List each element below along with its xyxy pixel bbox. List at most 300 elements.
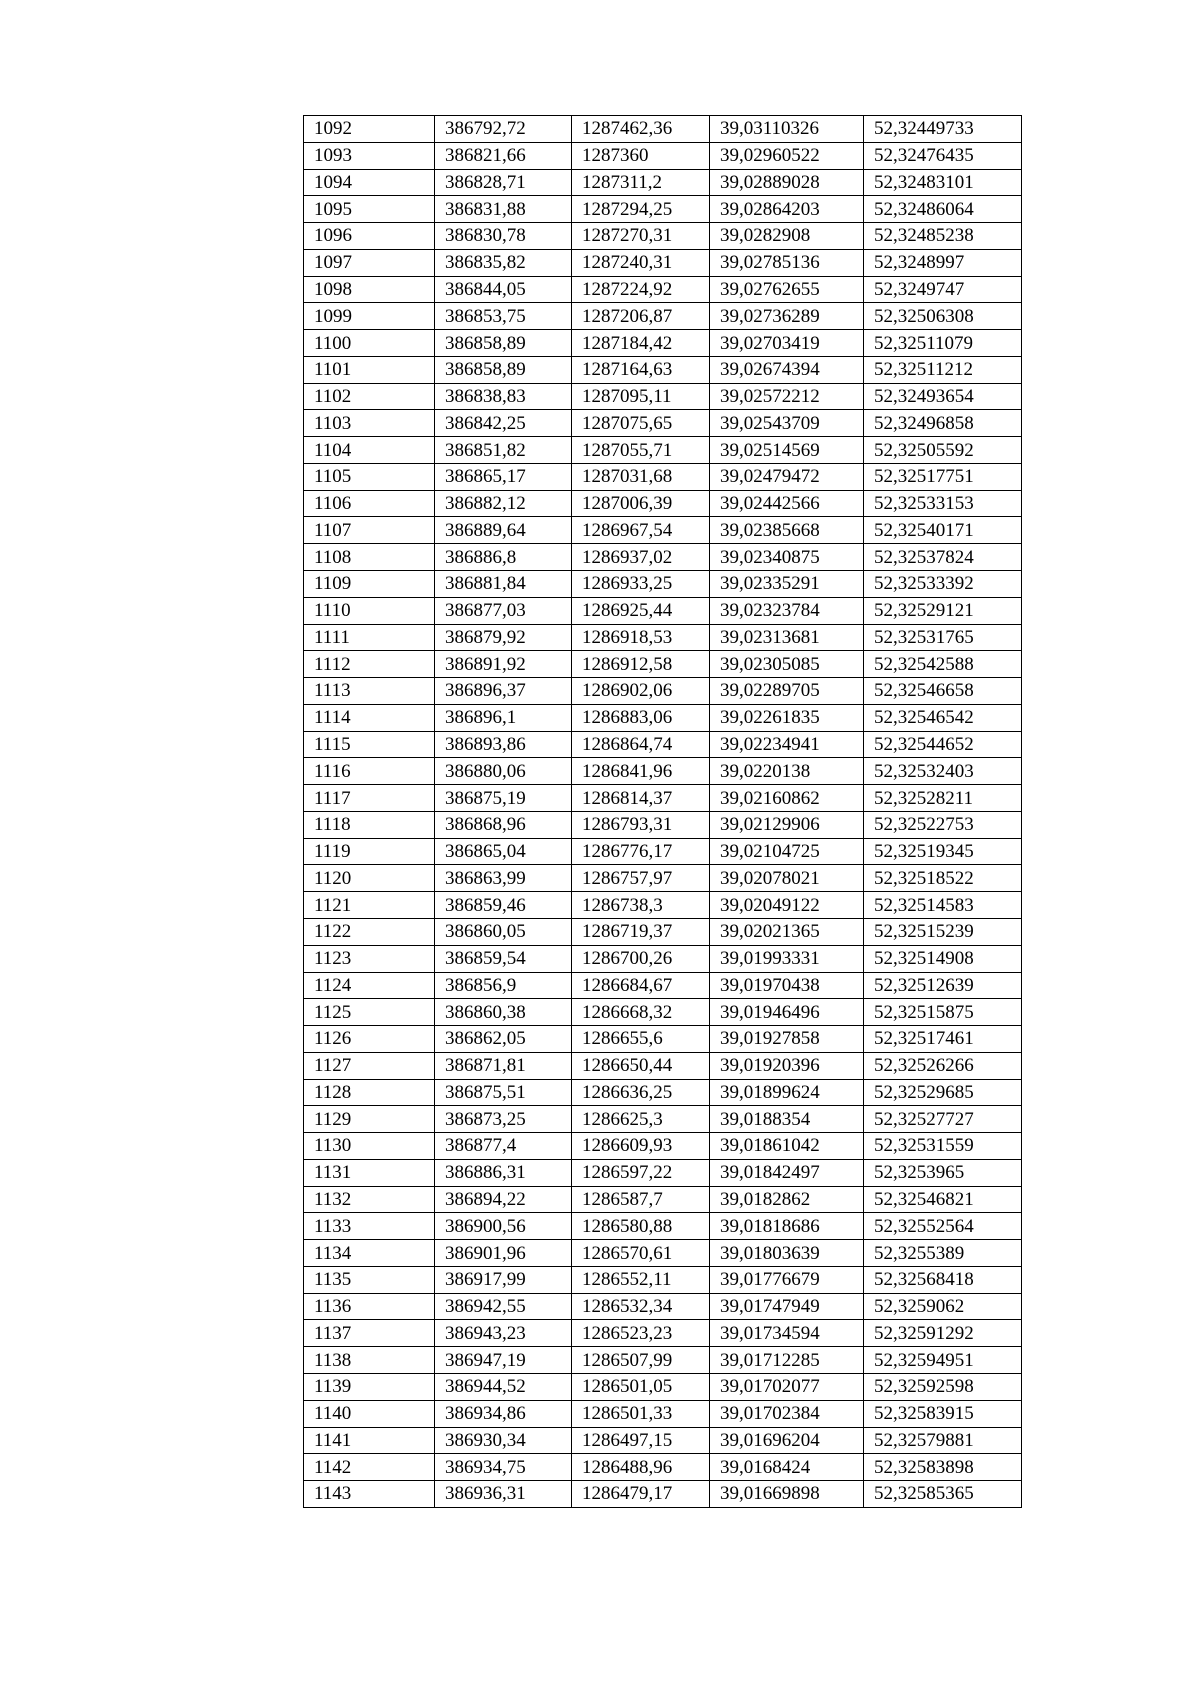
longitude-cell: 39,0188354 bbox=[710, 1106, 864, 1133]
longitude-cell: 39,01920396 bbox=[710, 1052, 864, 1079]
y-coordinate-cell: 1286597,22 bbox=[572, 1159, 710, 1186]
y-coordinate-cell: 1286625,3 bbox=[572, 1106, 710, 1133]
latitude-cell: 52,32546821 bbox=[864, 1186, 1022, 1213]
x-coordinate-cell: 386893,86 bbox=[435, 731, 572, 758]
x-coordinate-cell: 386865,04 bbox=[435, 838, 572, 865]
point-number-cell: 1134 bbox=[304, 1240, 435, 1267]
y-coordinate-cell: 1286902,06 bbox=[572, 678, 710, 705]
table-row bbox=[304, 410, 1022, 437]
latitude-cell: 52,32546542 bbox=[864, 704, 1022, 731]
point-number-cell: 1125 bbox=[304, 999, 435, 1026]
point-number-cell: 1104 bbox=[304, 437, 435, 464]
point-number-cell: 1110 bbox=[304, 597, 435, 624]
latitude-cell: 52,32506308 bbox=[864, 303, 1022, 330]
longitude-cell: 39,02442566 bbox=[710, 490, 864, 517]
y-coordinate-cell: 1286925,44 bbox=[572, 597, 710, 624]
x-coordinate-cell: 386859,54 bbox=[435, 945, 572, 972]
longitude-cell: 39,02313681 bbox=[710, 624, 864, 651]
y-coordinate-cell: 1287164,63 bbox=[572, 356, 710, 383]
point-number-cell: 1116 bbox=[304, 758, 435, 785]
latitude-cell: 52,32515875 bbox=[864, 999, 1022, 1026]
latitude-cell: 52,32568418 bbox=[864, 1266, 1022, 1293]
y-coordinate-cell: 1286488,96 bbox=[572, 1454, 710, 1481]
y-coordinate-cell: 1287184,42 bbox=[572, 330, 710, 357]
latitude-cell: 52,32512639 bbox=[864, 972, 1022, 999]
table-row bbox=[304, 865, 1022, 892]
latitude-cell: 52,32476435 bbox=[864, 142, 1022, 169]
longitude-cell: 39,02960522 bbox=[710, 142, 864, 169]
y-coordinate-cell: 1286738,3 bbox=[572, 892, 710, 919]
y-coordinate-cell: 1286814,37 bbox=[572, 785, 710, 812]
latitude-cell: 52,3255389 bbox=[864, 1240, 1022, 1267]
x-coordinate-cell: 386886,8 bbox=[435, 544, 572, 571]
latitude-cell: 52,32486064 bbox=[864, 196, 1022, 223]
point-number-cell: 1102 bbox=[304, 383, 435, 410]
latitude-cell: 52,3253965 bbox=[864, 1159, 1022, 1186]
y-coordinate-cell: 1286883,06 bbox=[572, 704, 710, 731]
x-coordinate-cell: 386875,51 bbox=[435, 1079, 572, 1106]
x-coordinate-cell: 386900,56 bbox=[435, 1213, 572, 1240]
longitude-cell: 39,0168424 bbox=[710, 1454, 864, 1481]
x-coordinate-cell: 386896,1 bbox=[435, 704, 572, 731]
table-row bbox=[304, 356, 1022, 383]
point-number-cell: 1108 bbox=[304, 544, 435, 571]
y-coordinate-cell: 1286719,37 bbox=[572, 918, 710, 945]
y-coordinate-cell: 1287294,25 bbox=[572, 196, 710, 223]
longitude-cell: 39,01818686 bbox=[710, 1213, 864, 1240]
point-number-cell: 1097 bbox=[304, 249, 435, 276]
latitude-cell: 52,32546658 bbox=[864, 678, 1022, 705]
table-row bbox=[304, 1133, 1022, 1160]
longitude-cell: 39,02261835 bbox=[710, 704, 864, 731]
table-row bbox=[304, 1106, 1022, 1133]
point-number-cell: 1133 bbox=[304, 1213, 435, 1240]
latitude-cell: 52,32540171 bbox=[864, 517, 1022, 544]
latitude-cell: 52,3259062 bbox=[864, 1293, 1022, 1320]
y-coordinate-cell: 1287360 bbox=[572, 142, 710, 169]
latitude-cell: 52,32493654 bbox=[864, 383, 1022, 410]
x-coordinate-cell: 386947,19 bbox=[435, 1347, 572, 1374]
x-coordinate-cell: 386877,03 bbox=[435, 597, 572, 624]
longitude-cell: 39,02864203 bbox=[710, 196, 864, 223]
longitude-cell: 39,02160862 bbox=[710, 785, 864, 812]
y-coordinate-cell: 1286479,17 bbox=[572, 1481, 710, 1508]
table-row bbox=[304, 490, 1022, 517]
x-coordinate-cell: 386860,05 bbox=[435, 918, 572, 945]
y-coordinate-cell: 1286912,58 bbox=[572, 651, 710, 678]
longitude-cell: 39,02514569 bbox=[710, 437, 864, 464]
table-row bbox=[304, 249, 1022, 276]
longitude-cell: 39,01702384 bbox=[710, 1400, 864, 1427]
x-coordinate-cell: 386930,34 bbox=[435, 1427, 572, 1454]
point-number-cell: 1115 bbox=[304, 731, 435, 758]
longitude-cell: 39,02543709 bbox=[710, 410, 864, 437]
longitude-cell: 39,01927858 bbox=[710, 1026, 864, 1053]
y-coordinate-cell: 1286497,15 bbox=[572, 1427, 710, 1454]
point-number-cell: 1141 bbox=[304, 1427, 435, 1454]
latitude-cell: 52,32592598 bbox=[864, 1373, 1022, 1400]
latitude-cell: 52,32517751 bbox=[864, 463, 1022, 490]
x-coordinate-cell: 386901,96 bbox=[435, 1240, 572, 1267]
y-coordinate-cell: 1287095,11 bbox=[572, 383, 710, 410]
table-row bbox=[304, 517, 1022, 544]
y-coordinate-cell: 1286532,34 bbox=[572, 1293, 710, 1320]
point-number-cell: 1137 bbox=[304, 1320, 435, 1347]
longitude-cell: 39,01899624 bbox=[710, 1079, 864, 1106]
longitude-cell: 39,01669898 bbox=[710, 1481, 864, 1508]
table-row bbox=[304, 1266, 1022, 1293]
y-coordinate-cell: 1287462,36 bbox=[572, 116, 710, 143]
point-number-cell: 1106 bbox=[304, 490, 435, 517]
table-row bbox=[304, 196, 1022, 223]
y-coordinate-cell: 1286864,74 bbox=[572, 731, 710, 758]
table-row bbox=[304, 1240, 1022, 1267]
x-coordinate-cell: 386851,82 bbox=[435, 437, 572, 464]
table-row bbox=[304, 624, 1022, 651]
y-coordinate-cell: 1287224,92 bbox=[572, 276, 710, 303]
x-coordinate-cell: 386896,37 bbox=[435, 678, 572, 705]
y-coordinate-cell: 1286587,7 bbox=[572, 1186, 710, 1213]
latitude-cell: 52,32518522 bbox=[864, 865, 1022, 892]
point-number-cell: 1140 bbox=[304, 1400, 435, 1427]
y-coordinate-cell: 1286757,97 bbox=[572, 865, 710, 892]
table-row bbox=[304, 463, 1022, 490]
point-number-cell: 1109 bbox=[304, 571, 435, 598]
y-coordinate-cell: 1286967,54 bbox=[572, 517, 710, 544]
longitude-cell: 39,02385668 bbox=[710, 517, 864, 544]
latitude-cell: 52,3248997 bbox=[864, 249, 1022, 276]
x-coordinate-cell: 386835,82 bbox=[435, 249, 572, 276]
latitude-cell: 52,32529121 bbox=[864, 597, 1022, 624]
latitude-cell: 52,32526266 bbox=[864, 1052, 1022, 1079]
point-number-cell: 1131 bbox=[304, 1159, 435, 1186]
table-row bbox=[304, 731, 1022, 758]
point-number-cell: 1124 bbox=[304, 972, 435, 999]
latitude-cell: 52,32483101 bbox=[864, 169, 1022, 196]
point-number-cell: 1129 bbox=[304, 1106, 435, 1133]
longitude-cell: 39,02323784 bbox=[710, 597, 864, 624]
x-coordinate-cell: 386917,99 bbox=[435, 1266, 572, 1293]
table-row bbox=[304, 303, 1022, 330]
table-row bbox=[304, 785, 1022, 812]
y-coordinate-cell: 1287055,71 bbox=[572, 437, 710, 464]
point-number-cell: 1118 bbox=[304, 811, 435, 838]
table-row bbox=[304, 597, 1022, 624]
table-row bbox=[304, 383, 1022, 410]
table-row bbox=[304, 437, 1022, 464]
longitude-cell: 39,0282908 bbox=[710, 223, 864, 250]
table-row bbox=[304, 1320, 1022, 1347]
table-row bbox=[304, 1347, 1022, 1374]
table-row bbox=[304, 1400, 1022, 1427]
table-row bbox=[304, 651, 1022, 678]
y-coordinate-cell: 1287240,31 bbox=[572, 249, 710, 276]
point-number-cell: 1092 bbox=[304, 116, 435, 143]
y-coordinate-cell: 1286933,25 bbox=[572, 571, 710, 598]
x-coordinate-cell: 386936,31 bbox=[435, 1481, 572, 1508]
table-row bbox=[304, 330, 1022, 357]
table-row bbox=[304, 1026, 1022, 1053]
latitude-cell: 52,32531765 bbox=[864, 624, 1022, 651]
latitude-cell: 52,32505592 bbox=[864, 437, 1022, 464]
table-row bbox=[304, 142, 1022, 169]
x-coordinate-cell: 386880,06 bbox=[435, 758, 572, 785]
latitude-cell: 52,32511079 bbox=[864, 330, 1022, 357]
table-row bbox=[304, 276, 1022, 303]
latitude-cell: 52,32594951 bbox=[864, 1347, 1022, 1374]
point-number-cell: 1099 bbox=[304, 303, 435, 330]
latitude-cell: 52,32485238 bbox=[864, 223, 1022, 250]
table-row bbox=[304, 1052, 1022, 1079]
longitude-cell: 39,01747949 bbox=[710, 1293, 864, 1320]
latitude-cell: 52,32529685 bbox=[864, 1079, 1022, 1106]
x-coordinate-cell: 386844,05 bbox=[435, 276, 572, 303]
longitude-cell: 39,01696204 bbox=[710, 1427, 864, 1454]
y-coordinate-cell: 1286841,96 bbox=[572, 758, 710, 785]
point-number-cell: 1128 bbox=[304, 1079, 435, 1106]
y-coordinate-cell: 1287206,87 bbox=[572, 303, 710, 330]
longitude-cell: 39,01702077 bbox=[710, 1373, 864, 1400]
y-coordinate-cell: 1286523,23 bbox=[572, 1320, 710, 1347]
table-row bbox=[304, 1454, 1022, 1481]
x-coordinate-cell: 386863,99 bbox=[435, 865, 572, 892]
x-coordinate-cell: 386821,66 bbox=[435, 142, 572, 169]
table-row bbox=[304, 1293, 1022, 1320]
x-coordinate-cell: 386838,83 bbox=[435, 383, 572, 410]
point-number-cell: 1143 bbox=[304, 1481, 435, 1508]
y-coordinate-cell: 1287031,68 bbox=[572, 463, 710, 490]
point-number-cell: 1113 bbox=[304, 678, 435, 705]
latitude-cell: 52,32537824 bbox=[864, 544, 1022, 571]
table-row bbox=[304, 1186, 1022, 1213]
longitude-cell: 39,02289705 bbox=[710, 678, 864, 705]
longitude-cell: 39,02049122 bbox=[710, 892, 864, 919]
point-number-cell: 1095 bbox=[304, 196, 435, 223]
point-number-cell: 1138 bbox=[304, 1347, 435, 1374]
x-coordinate-cell: 386831,88 bbox=[435, 196, 572, 223]
point-number-cell: 1105 bbox=[304, 463, 435, 490]
longitude-cell: 39,01803639 bbox=[710, 1240, 864, 1267]
latitude-cell: 52,32528211 bbox=[864, 785, 1022, 812]
point-number-cell: 1121 bbox=[304, 892, 435, 919]
x-coordinate-cell: 386894,22 bbox=[435, 1186, 572, 1213]
latitude-cell: 52,32591292 bbox=[864, 1320, 1022, 1347]
table-row bbox=[304, 1427, 1022, 1454]
point-number-cell: 1093 bbox=[304, 142, 435, 169]
y-coordinate-cell: 1287006,39 bbox=[572, 490, 710, 517]
latitude-cell: 52,32552564 bbox=[864, 1213, 1022, 1240]
point-number-cell: 1107 bbox=[304, 517, 435, 544]
x-coordinate-cell: 386842,25 bbox=[435, 410, 572, 437]
point-number-cell: 1114 bbox=[304, 704, 435, 731]
point-number-cell: 1136 bbox=[304, 1293, 435, 1320]
longitude-cell: 39,01842497 bbox=[710, 1159, 864, 1186]
longitude-cell: 39,02703419 bbox=[710, 330, 864, 357]
x-coordinate-cell: 386830,78 bbox=[435, 223, 572, 250]
y-coordinate-cell: 1287311,2 bbox=[572, 169, 710, 196]
latitude-cell: 52,32583915 bbox=[864, 1400, 1022, 1427]
point-number-cell: 1126 bbox=[304, 1026, 435, 1053]
x-coordinate-cell: 386856,9 bbox=[435, 972, 572, 999]
latitude-cell: 52,32585365 bbox=[864, 1481, 1022, 1508]
table-row bbox=[304, 1373, 1022, 1400]
point-number-cell: 1117 bbox=[304, 785, 435, 812]
x-coordinate-cell: 386865,17 bbox=[435, 463, 572, 490]
latitude-cell: 52,3249747 bbox=[864, 276, 1022, 303]
x-coordinate-cell: 386934,75 bbox=[435, 1454, 572, 1481]
table-row bbox=[304, 999, 1022, 1026]
point-number-cell: 1101 bbox=[304, 356, 435, 383]
longitude-cell: 39,02572212 bbox=[710, 383, 864, 410]
table-row bbox=[304, 1213, 1022, 1240]
point-number-cell: 1111 bbox=[304, 624, 435, 651]
longitude-cell: 39,02785136 bbox=[710, 249, 864, 276]
table-row bbox=[304, 571, 1022, 598]
y-coordinate-cell: 1286580,88 bbox=[572, 1213, 710, 1240]
point-number-cell: 1112 bbox=[304, 651, 435, 678]
y-coordinate-cell: 1286570,61 bbox=[572, 1240, 710, 1267]
longitude-cell: 39,02078021 bbox=[710, 865, 864, 892]
x-coordinate-cell: 386868,96 bbox=[435, 811, 572, 838]
point-number-cell: 1132 bbox=[304, 1186, 435, 1213]
x-coordinate-cell: 386886,31 bbox=[435, 1159, 572, 1186]
latitude-cell: 52,32449733 bbox=[864, 116, 1022, 143]
y-coordinate-cell: 1286655,6 bbox=[572, 1026, 710, 1053]
x-coordinate-cell: 386877,4 bbox=[435, 1133, 572, 1160]
x-coordinate-cell: 386828,71 bbox=[435, 169, 572, 196]
y-coordinate-cell: 1286501,33 bbox=[572, 1400, 710, 1427]
table-row bbox=[304, 972, 1022, 999]
x-coordinate-cell: 386934,86 bbox=[435, 1400, 572, 1427]
point-number-cell: 1100 bbox=[304, 330, 435, 357]
longitude-cell: 39,02104725 bbox=[710, 838, 864, 865]
point-number-cell: 1119 bbox=[304, 838, 435, 865]
y-coordinate-cell: 1286918,53 bbox=[572, 624, 710, 651]
point-number-cell: 1139 bbox=[304, 1373, 435, 1400]
longitude-cell: 39,02889028 bbox=[710, 169, 864, 196]
longitude-cell: 39,0220138 bbox=[710, 758, 864, 785]
longitude-cell: 39,01970438 bbox=[710, 972, 864, 999]
x-coordinate-cell: 386792,72 bbox=[435, 116, 572, 143]
point-number-cell: 1120 bbox=[304, 865, 435, 892]
longitude-cell: 39,02305085 bbox=[710, 651, 864, 678]
latitude-cell: 52,32533153 bbox=[864, 490, 1022, 517]
latitude-cell: 52,32519345 bbox=[864, 838, 1022, 865]
table-row bbox=[304, 116, 1022, 143]
longitude-cell: 39,02340875 bbox=[710, 544, 864, 571]
point-number-cell: 1130 bbox=[304, 1133, 435, 1160]
longitude-cell: 39,02762655 bbox=[710, 276, 864, 303]
x-coordinate-cell: 386873,25 bbox=[435, 1106, 572, 1133]
longitude-cell: 39,0182862 bbox=[710, 1186, 864, 1213]
x-coordinate-cell: 386889,64 bbox=[435, 517, 572, 544]
x-coordinate-cell: 386882,12 bbox=[435, 490, 572, 517]
latitude-cell: 52,32532403 bbox=[864, 758, 1022, 785]
y-coordinate-cell: 1287075,65 bbox=[572, 410, 710, 437]
y-coordinate-cell: 1286501,05 bbox=[572, 1373, 710, 1400]
point-number-cell: 1096 bbox=[304, 223, 435, 250]
x-coordinate-cell: 386891,92 bbox=[435, 651, 572, 678]
y-coordinate-cell: 1286668,32 bbox=[572, 999, 710, 1026]
longitude-cell: 39,02674394 bbox=[710, 356, 864, 383]
latitude-cell: 52,32542588 bbox=[864, 651, 1022, 678]
latitude-cell: 52,32579881 bbox=[864, 1427, 1022, 1454]
longitude-cell: 39,01946496 bbox=[710, 999, 864, 1026]
y-coordinate-cell: 1286650,44 bbox=[572, 1052, 710, 1079]
y-coordinate-cell: 1286552,11 bbox=[572, 1266, 710, 1293]
longitude-cell: 39,02234941 bbox=[710, 731, 864, 758]
point-number-cell: 1142 bbox=[304, 1454, 435, 1481]
x-coordinate-cell: 386943,23 bbox=[435, 1320, 572, 1347]
y-coordinate-cell: 1286636,25 bbox=[572, 1079, 710, 1106]
x-coordinate-cell: 386858,89 bbox=[435, 356, 572, 383]
x-coordinate-cell: 386862,05 bbox=[435, 1026, 572, 1053]
table-row bbox=[304, 1079, 1022, 1106]
longitude-cell: 39,01712285 bbox=[710, 1347, 864, 1374]
table-row bbox=[304, 811, 1022, 838]
x-coordinate-cell: 386881,84 bbox=[435, 571, 572, 598]
table-row bbox=[304, 704, 1022, 731]
x-coordinate-cell: 386859,46 bbox=[435, 892, 572, 919]
x-coordinate-cell: 386879,92 bbox=[435, 624, 572, 651]
latitude-cell: 52,32531559 bbox=[864, 1133, 1022, 1160]
longitude-cell: 39,01861042 bbox=[710, 1133, 864, 1160]
longitude-cell: 39,02479472 bbox=[710, 463, 864, 490]
latitude-cell: 52,32496858 bbox=[864, 410, 1022, 437]
point-number-cell: 1135 bbox=[304, 1266, 435, 1293]
table-row bbox=[304, 892, 1022, 919]
latitude-cell: 52,32515239 bbox=[864, 918, 1022, 945]
longitude-cell: 39,01993331 bbox=[710, 945, 864, 972]
table-row bbox=[304, 758, 1022, 785]
point-number-cell: 1123 bbox=[304, 945, 435, 972]
y-coordinate-cell: 1287270,31 bbox=[572, 223, 710, 250]
latitude-cell: 52,32511212 bbox=[864, 356, 1022, 383]
table-row bbox=[304, 918, 1022, 945]
y-coordinate-cell: 1286793,31 bbox=[572, 811, 710, 838]
longitude-cell: 39,02335291 bbox=[710, 571, 864, 598]
y-coordinate-cell: 1286700,26 bbox=[572, 945, 710, 972]
point-number-cell: 1103 bbox=[304, 410, 435, 437]
y-coordinate-cell: 1286609,93 bbox=[572, 1133, 710, 1160]
table-row bbox=[304, 678, 1022, 705]
table-row bbox=[304, 1159, 1022, 1186]
x-coordinate-cell: 386942,55 bbox=[435, 1293, 572, 1320]
table-row bbox=[304, 223, 1022, 250]
x-coordinate-cell: 386944,52 bbox=[435, 1373, 572, 1400]
y-coordinate-cell: 1286937,02 bbox=[572, 544, 710, 571]
longitude-cell: 39,01734594 bbox=[710, 1320, 864, 1347]
point-number-cell: 1094 bbox=[304, 169, 435, 196]
x-coordinate-cell: 386853,75 bbox=[435, 303, 572, 330]
y-coordinate-cell: 1286776,17 bbox=[572, 838, 710, 865]
x-coordinate-cell: 386875,19 bbox=[435, 785, 572, 812]
longitude-cell: 39,03110326 bbox=[710, 116, 864, 143]
table-row bbox=[304, 169, 1022, 196]
y-coordinate-cell: 1286507,99 bbox=[572, 1347, 710, 1374]
latitude-cell: 52,32583898 bbox=[864, 1454, 1022, 1481]
table-row bbox=[304, 1481, 1022, 1508]
latitude-cell: 52,32522753 bbox=[864, 811, 1022, 838]
latitude-cell: 52,32514583 bbox=[864, 892, 1022, 919]
coordinates-table bbox=[303, 115, 1022, 1508]
latitude-cell: 52,32514908 bbox=[864, 945, 1022, 972]
latitude-cell: 52,32527727 bbox=[864, 1106, 1022, 1133]
latitude-cell: 52,32533392 bbox=[864, 571, 1022, 598]
longitude-cell: 39,01776679 bbox=[710, 1266, 864, 1293]
table-row bbox=[304, 945, 1022, 972]
point-number-cell: 1122 bbox=[304, 918, 435, 945]
